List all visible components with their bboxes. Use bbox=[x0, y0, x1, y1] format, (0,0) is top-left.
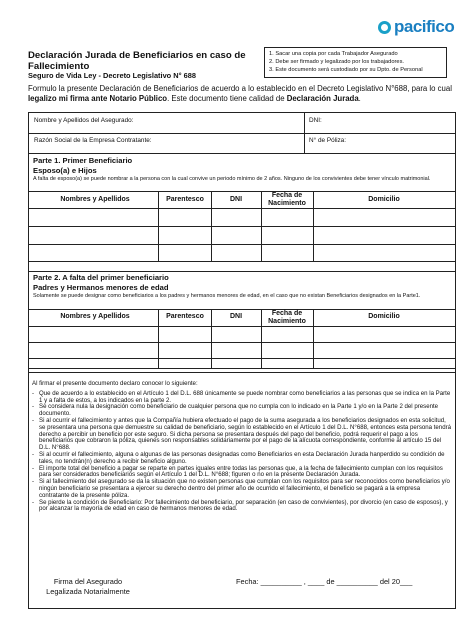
col-header-address: Domicilio bbox=[368, 313, 400, 320]
instruction-item: 2. Debe ser firmado y legalizado por los trabajadores. bbox=[269, 59, 404, 65]
date-field[interactable]: Fecha: __________ , ____ de __________ del 20___ bbox=[236, 577, 413, 586]
column-divider bbox=[261, 191, 262, 261]
col-header-dni: DNI bbox=[229, 313, 243, 320]
declaration-form bbox=[28, 112, 456, 609]
declaration-list bbox=[32, 381, 452, 513]
instruction-item: 1. Sacar una copia por cada Trabajador Asegurado bbox=[269, 51, 398, 57]
list-item: - El importe total del beneficio a pagar se reparte en partes iguales entre todas las personas que, a la fecha de fallecimiento cumplan con los requisitos para ser considerados beneficiarios según el Artículo 1 del D.L. N°688; figuren o no en la presente Declaración Jurada. bbox=[32, 466, 452, 480]
column-divider bbox=[313, 309, 314, 368]
list-item: - Se considera nula la designación como beneficiario de cualquier persona que no cumpla con lo indicado en la Parte 1 y/o en la Parte 2 del presente documento. bbox=[32, 404, 452, 418]
part2-note: Solamente se puede designar como beneficiarios a los padres y hermanos menores de edad, en el caso que no existan Beneficiarios designados en la Parte1. bbox=[33, 293, 421, 299]
col-header-relationship: Parentesco bbox=[166, 313, 204, 320]
part1-title: Parte 1. Primer Beneficiario bbox=[33, 156, 133, 165]
list-item: - Se pierde la condición de Beneficiario: Por fallecimiento del beneficiario, por separación (en caso de convivientes), por divorcio (en caso de esposos), y por alcanzar la mayoría de edad en caso de hermanos menores de edad. bbox=[32, 500, 452, 514]
dni-label: DNI: bbox=[309, 117, 322, 124]
logo-mark-icon bbox=[378, 21, 391, 34]
company-label: Razón Social de la Empresa Contratante: bbox=[34, 137, 152, 144]
intro-bold-text: Declaración Jurada bbox=[286, 94, 359, 103]
document-title: Declaración Jurada de Beneficiarios en caso de Fallecimiento bbox=[28, 50, 246, 72]
list-item-text: Si al fallecimiento del asegurado se da la situación que no existen personas que cumplan con los requisitos para ser reconocidos como beneficiarios y/o ningún beneficiario se presentara a ejercer su derecho dentro del primer año de ocurrido el fallecimiento, el beneficio se pagará a la empresa contratante de la presente póliza. bbox=[39, 478, 450, 499]
intro-bold-text: legalizo mi firma ante Notario Público bbox=[28, 94, 168, 103]
instruction-item: 3. Este documento será custodiado por su Dpto. de Personal bbox=[269, 67, 423, 73]
list-item-text: El importe total del beneficio a pagar se reparte en partes iguales entre todas las personas que, a la fecha de fallecimiento cumplan con los requisitos para ser considerados beneficiarios según el Artículo 1 del D.L. N°688; figuren o no en la presente Declaración Jurada. bbox=[39, 464, 443, 479]
divider bbox=[29, 153, 456, 154]
list-item: - Si al fallecimiento del asegurado se da la situación que no existen personas que cumplan con los requisitos para ser reconocidos como beneficiarios y/o ningún beneficiario se presentara a ejercer su derecho dentro del primer año de ocurrido el fallecimiento, el beneficio se pagará a la empresa contratante de la presente póliza. bbox=[32, 479, 452, 499]
col-header-birthdate: Fecha de Nacimiento bbox=[268, 192, 306, 207]
intro-text: . bbox=[358, 94, 361, 103]
list-item: - Si al ocurrir el fallecimiento, alguna o algunas de las personas designadas como Beneficiarios en esta Declaración Jurada hanperdido su condición de tales, no tendrán(n) derecho a recibir beneficio alguno. bbox=[32, 452, 452, 466]
intro-text: Formulo la presente Declaración de Beneficiarios de acuerdo a lo establecido en el Decreto Legislativo N°688, para lo cual bbox=[28, 84, 452, 93]
intro-text: . Este documento tiene calidad de bbox=[167, 94, 287, 103]
document-subtitle: Seguro de Vida Ley - Decreto Legislativo N° 688 bbox=[28, 71, 196, 80]
signature-label: Firma del Asegurado bbox=[53, 577, 123, 586]
table-row bbox=[29, 342, 456, 343]
divider bbox=[29, 372, 456, 373]
col-header-relationship: Parentesco bbox=[166, 196, 204, 203]
intro-paragraph bbox=[28, 84, 456, 104]
column-divider bbox=[313, 191, 314, 261]
part1-subtitle: Esposo(a) e Hijos bbox=[33, 166, 97, 175]
policy-label: N° de Póliza: bbox=[309, 137, 347, 144]
divider bbox=[29, 133, 456, 134]
column-divider bbox=[158, 309, 159, 368]
col-header-name: Nombres y Apellidos bbox=[60, 313, 130, 320]
table-row bbox=[29, 226, 456, 227]
table-row bbox=[29, 358, 456, 359]
list-item-text: Se pierde la condición de Beneficiario: Por fallecimiento del beneficiario, por separación (en caso de convivientes), por divorcio (en caso de esposos), y por alcanzar la mayoría de edad en caso de hermanos menores de edad. bbox=[39, 498, 448, 513]
insured-name-label: Nombre y Apellidos del Asegurado: bbox=[34, 117, 134, 124]
list-item: - Si al ocurrir el fallecimiento y antes que la Compañía hubiera efectuado el pago de la suma asegurada a los beneficiarios designados en esta solicitud, se presentara una persona que demuestre su calidad de beneficiario, según lo establecido en el Artículo 1 del D.L. N°688, entonces esta persona tendrá derecho a percibir un beneficio por este seguro. Si dicha persona se presentara después del pago del beneficio, podrá requerir el pago a los beneficiarios que cobraron la póliza, quienes son responsables solidariamente por el pago de la alícuota correspondiente, conforme al artículo 15 del D.L. N°688. bbox=[32, 416, 452, 452]
col-header-dni: DNI bbox=[229, 196, 243, 203]
table-row bbox=[29, 368, 456, 369]
signature-block bbox=[28, 577, 148, 597]
list-item-text: Que de acuerdo a lo establecido en el Artículo 1 del D.L. 688 únicamente se puede nombrar como beneficiarios a las personas que se indica en la Parte 1 y a falta de estos, a los indicados en la parte 2. bbox=[39, 389, 451, 404]
divider bbox=[29, 191, 456, 192]
part2-title: Parte 2. A falta del primer beneficiario bbox=[33, 273, 169, 282]
list-item-text: Se considera nula la designación como beneficiario de cualquier persona que no cumpla con lo indicado en la Parte 1 y/o en la Parte 2 del presente documento. bbox=[39, 403, 439, 418]
list-item: - Que de acuerdo a lo establecido en el Artículo 1 del D.L. 688 únicamente se puede nombrar como beneficiarios a las personas que se indica en la Parte 1 y a falta de estos, a los indicados en la parte 2. bbox=[32, 389, 451, 404]
pacifico-logo bbox=[378, 14, 470, 40]
col-header-address: Domicilio bbox=[368, 196, 400, 203]
table-row bbox=[29, 261, 456, 262]
divider bbox=[29, 309, 456, 310]
instructions-box bbox=[264, 47, 447, 78]
divider bbox=[29, 326, 456, 327]
list-item-text: Si al ocurrir el fallecimiento y antes que la Compañía hubiera efectuado el pago de la suma asegurada a los beneficiarios designados en esta solicitud, se presentara una persona que demuestre su calidad de beneficiario, según lo establecido en el Artículo 1 del D.L. N°688, entonces esta persona tendrá derecho a percibir un beneficio por este seguro. Si dicha persona se presentara después del pago del beneficio, podrá requerir el pago a los beneficiarios que cobraron la póliza, quienes son responsables solidariamente por el pago de la alícuota correspondiente, conforme al artículo 15 del D.L. N°688. bbox=[39, 416, 452, 452]
column-divider bbox=[261, 309, 262, 368]
col-header-birthdate: Fecha de Nacimiento bbox=[268, 310, 306, 325]
divider bbox=[29, 271, 456, 272]
part1-note: A falta de esposo(a) se puede nombrar a la persona con la cual convive un periodo mínimo de 2 años. Ninguno de los convivientes debe tener vínculo matrimonial. bbox=[33, 176, 431, 182]
table-row bbox=[29, 244, 456, 245]
declaration-lead: Al firmar el presente documento declaro conocer lo siguiente: bbox=[32, 380, 198, 387]
column-divider bbox=[158, 191, 159, 261]
column-divider bbox=[211, 309, 212, 368]
logo-text: pacifico bbox=[394, 17, 455, 36]
col-header-name: Nombres y Apellidos bbox=[60, 196, 130, 203]
list-item-text: Si al ocurrir el fallecimiento, alguna o algunas de las personas designadas como Beneficiarios en esta Declaración Jurada hanperdido su condición de tales, no tendrán(n) derecho a recibir beneficio alguno. bbox=[39, 450, 445, 465]
column-divider bbox=[211, 191, 212, 261]
signature-legalization-label: Legalizada Notarialmente bbox=[46, 587, 130, 596]
divider bbox=[29, 208, 456, 209]
part2-subtitle: Padres y Hermanos menores de edad bbox=[33, 283, 169, 292]
